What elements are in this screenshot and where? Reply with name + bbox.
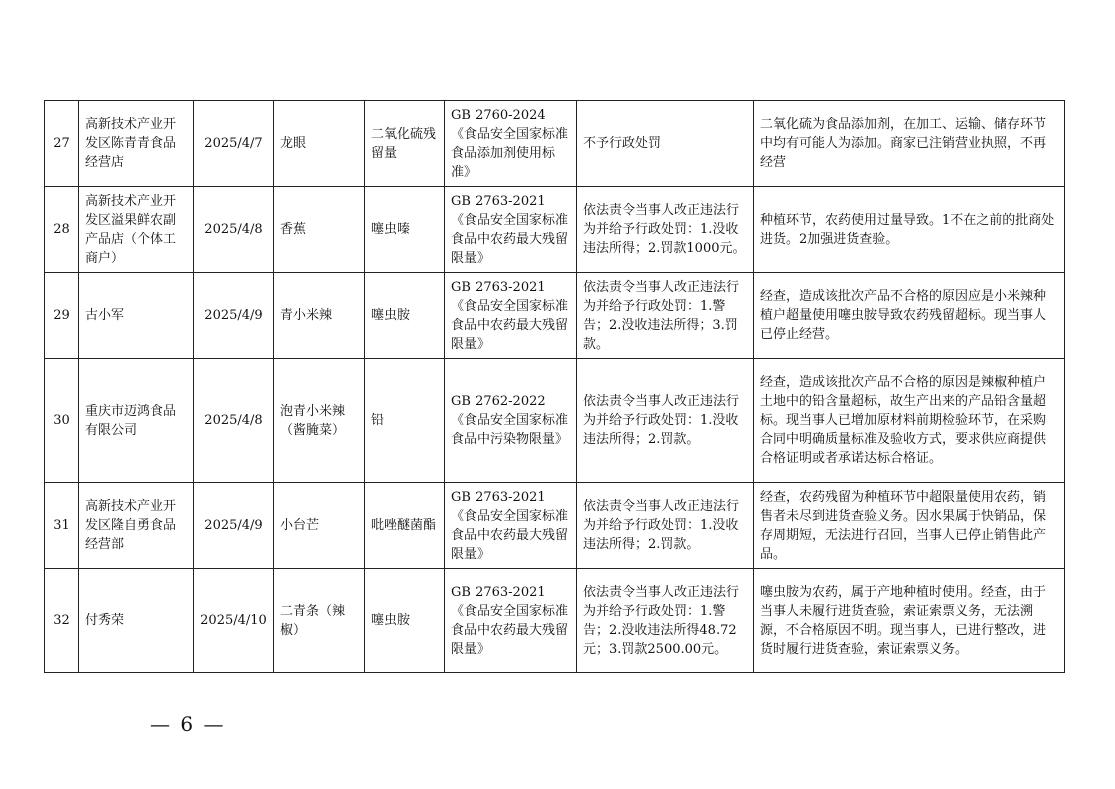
product-name: 二青条（辣椒）	[274, 569, 365, 673]
failed-item: 噻虫嗪	[365, 187, 445, 273]
reason-text: 经查，农药残留为种植环节中超限量使用农药，销售者未尽到进货查验义务。因水果属于快销品，保存周期短，无法进行召回，当事人已停止销售此产品。	[754, 483, 1065, 569]
row-number: 31	[45, 483, 79, 569]
row-number: 28	[45, 187, 79, 273]
decision-text: 依法责令当事人改正违法行为并给予行政处罚：1.没收违法所得；2.罚款。	[577, 359, 754, 483]
product-name: 龙眼	[274, 101, 365, 187]
failed-item: 铅	[365, 359, 445, 483]
product-name: 小台芒	[274, 483, 365, 569]
decision-text: 依法责令当事人改正违法行为并给予行政处罚：1.警告；2.没收违法所得48.72元；3.罚款2500.00元。	[577, 569, 754, 673]
reason-text: 噻虫胺为农药，属于产地种植时使用。经查，由于当事人未履行进货查验，索证索票义务，无法溯源，不合格原因不明。现当事人，已进行整改，进货时履行进货查验，索证索票义务。	[754, 569, 1065, 673]
failed-item: 噻虫胺	[365, 569, 445, 673]
row-number: 27	[45, 101, 79, 187]
decision-text: 依法责令当事人改正违法行为并给予行政处罚：1.警告；2.没收违法所得；3.罚款。	[577, 273, 754, 359]
party-name: 高新技术产业开发区溢果鲜农副产品店（个体工商户）	[79, 187, 194, 273]
party-name: 重庆市迈鸿食品有限公司	[79, 359, 194, 483]
sample-date: 2025/4/9	[194, 273, 274, 359]
records-table	[44, 100, 1065, 673]
standard-ref: GB 2760-2024《食品安全国家标准 食品添加剂使用标准》	[445, 101, 577, 187]
party-name: 高新技术产业开发区隆自勇食品经营部	[79, 483, 194, 569]
standard-ref: GB 2762-2022《食品安全国家标准 食品中污染物限量》	[445, 359, 577, 483]
product-name: 泡青小米辣（酱腌菜）	[274, 359, 365, 483]
reason-text: 经查，造成该批次产品不合格的原因是辣椒种植户土地中的铅含量超标，故生产出来的产品铅含量超标。现当事人已增加原材料前期检验环节，在采购合同中明确质量标准及验收方式，要求供应商提供合格证明或者承诺达标合格证。	[754, 359, 1065, 483]
failed-item: 二氧化硫残留量	[365, 101, 445, 187]
reason-text: 种植环节，农药使用过量导致。1不在之前的批商处进货。2加强进货查验。	[754, 187, 1065, 273]
table-row	[45, 187, 1065, 273]
sample-date: 2025/4/10	[194, 569, 274, 673]
standard-ref: GB 2763-2021《食品安全国家标准 食品中农药最大残留限量》	[445, 483, 577, 569]
party-name: 古小军	[79, 273, 194, 359]
table-row	[45, 569, 1065, 673]
table-row	[45, 483, 1065, 569]
records-body	[45, 101, 1065, 673]
page-number: — 6 —	[150, 712, 226, 736]
standard-ref: GB 2763-2021《食品安全国家标准 食品中农药最大残留限量》	[445, 187, 577, 273]
sample-date: 2025/4/8	[194, 359, 274, 483]
row-number: 29	[45, 273, 79, 359]
reason-text: 经查，造成该批次产品不合格的原因应是小米辣种植户超量使用噻虫胺导致农药残留超标。现当事人已停止经营。	[754, 273, 1065, 359]
party-name: 高新技术产业开发区陈青青食品经营店	[79, 101, 194, 187]
decision-text: 依法责令当事人改正违法行为并给予行政处罚：1.没收违法所得；2.罚款1000元。	[577, 187, 754, 273]
table-row	[45, 273, 1065, 359]
sample-date: 2025/4/7	[194, 101, 274, 187]
sample-date: 2025/4/8	[194, 187, 274, 273]
decision-text: 不予行政处罚	[577, 101, 754, 187]
reason-text: 二氧化硫为食品添加剂，在加工、运输、储存环节中均有可能人为添加。商家已注销营业执照，不再经营	[754, 101, 1065, 187]
sample-date: 2025/4/9	[194, 483, 274, 569]
standard-ref: GB 2763-2021《食品安全国家标准 食品中农药最大残留限量》	[445, 273, 577, 359]
decision-text: 依法责令当事人改正违法行为并给予行政处罚：1.没收违法所得；2.罚款。	[577, 483, 754, 569]
row-number: 30	[45, 359, 79, 483]
failed-item: 吡唑醚菌酯	[365, 483, 445, 569]
standard-ref: GB 2763-2021《食品安全国家标准 食品中农药最大残留限量》	[445, 569, 577, 673]
product-name: 香蕉	[274, 187, 365, 273]
row-number: 32	[45, 569, 79, 673]
table-row	[45, 101, 1065, 187]
product-name: 青小米辣	[274, 273, 365, 359]
failed-item: 噻虫胺	[365, 273, 445, 359]
table-row	[45, 359, 1065, 483]
party-name: 付秀荣	[79, 569, 194, 673]
